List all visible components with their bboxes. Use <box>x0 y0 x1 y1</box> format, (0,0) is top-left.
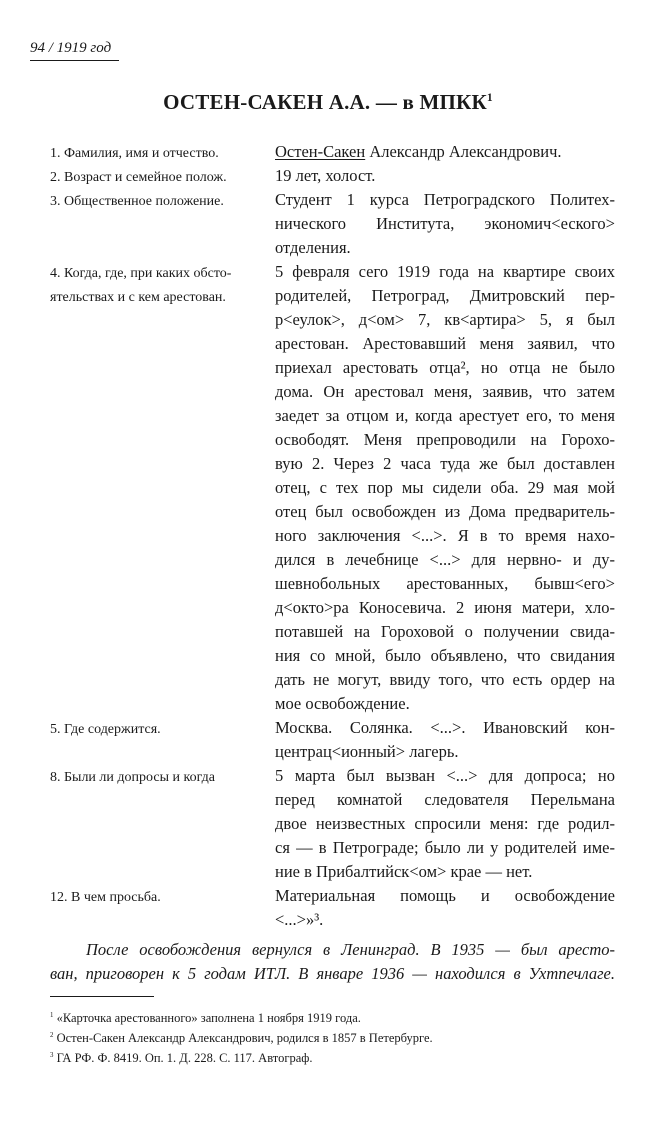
answer-line: 5 февраля сего 1919 года на квартире своих <box>275 262 615 281</box>
answer-12 <box>275 884 615 932</box>
answer-line: отец, с тех пор мы сидели оба. 29 мая мой <box>275 478 615 497</box>
epilogue-line: ван, приговорен к 5 годам ИТЛ. В январе 1936 — находился в Ухтпечлаге. <box>50 964 615 983</box>
question-label-line: ятельствах и с кем арестован. <box>50 290 226 305</box>
answer-line: дома. Он арестовал меня, заявив, что затем <box>275 382 615 401</box>
answer-line: центрац<ионный> лагерь. <box>275 742 459 761</box>
footnote-text: ГА РФ. Ф. 8419. Оп. 1. Д. 228. С. 117. Автограф. <box>56 1051 313 1065</box>
answer-3 <box>275 188 615 260</box>
footnote-text: «Карточка арестованного» заполнена 1 ноября 1919 года. <box>56 1011 361 1025</box>
answer-line: ния со мной, было объявлено, что свидания <box>275 646 615 665</box>
answer-line: Москва. Солянка. <...>. Ивановский кон- <box>275 718 615 737</box>
page-title <box>0 90 656 115</box>
answer-8 <box>275 764 615 884</box>
underlined-surname: Остен-Сакен <box>275 142 366 161</box>
answer-line: отделения. <box>275 238 351 257</box>
answer-line: р<еулок>, д<ом> 7, кв<артира> 5, я был <box>275 310 615 329</box>
answer-4 <box>275 260 615 716</box>
footnote-1 <box>50 1008 610 1028</box>
answer-line: ного заключения <...>. Я в то время нахо- <box>275 526 615 545</box>
question-label-3: 3. Общественное положение. <box>50 194 224 209</box>
answer-line: 5 марта был вызван <...> для допроса; но <box>275 766 615 785</box>
answer-line: ние в Прибалтийск<ом> крае — нет. <box>275 862 533 881</box>
question-label-line: 4. Когда, где, при каких обсто- <box>50 266 232 281</box>
footnote-text: Остен-Сакен Александр Александрович, родился в 1857 в Петербурге. <box>56 1031 433 1045</box>
answer-line: дился в лечебнице <...> для нервно- и ду- <box>275 550 615 569</box>
answer-line: дать не могут, ввиду того, что есть ордер на <box>275 670 615 689</box>
question-label-5: 5. Где содержится. <box>50 722 161 737</box>
answer-line: 19 лет, холост. <box>275 166 376 185</box>
epilogue-line: После освобождения вернулся в Ленинград. В 1935 — был аресто- <box>86 940 615 959</box>
answer-line: <...>»³. <box>275 910 324 929</box>
answer-line <box>275 140 615 164</box>
answer-line: заедет за отцом и, когда арестует его, то меня <box>275 406 615 425</box>
question-label-12: 12. В чем просьба. <box>50 890 161 905</box>
answer-line: мое освобождение. <box>275 694 410 713</box>
answer-line-rest: Александр Александрович. <box>365 142 562 161</box>
answer-2 <box>275 164 615 188</box>
question-label-8: 8. Были ли допросы и когда <box>50 770 215 785</box>
running-head: 94 / 1919 год <box>30 40 119 61</box>
title-text: ОСТЕН-САКЕН А.А. — в МПКК <box>163 90 487 114</box>
answer-line: родителей, Петроград, Дмитровский пер- <box>275 286 615 305</box>
footnote-mark: 1 <box>50 1011 54 1019</box>
answer-1 <box>275 140 615 164</box>
footnote-3 <box>50 1048 610 1068</box>
footnote-rule <box>50 996 154 997</box>
answer-line: д<окто>ра Коносевича. 2 июня матери, хло- <box>275 598 615 617</box>
answer-line: потавшей на Гороховой о получении свида- <box>275 622 615 641</box>
answer-5 <box>275 716 615 764</box>
answer-line: перед комнатой следователя Перельмана <box>275 790 615 809</box>
question-label-1: 1. Фамилия, имя и отчество. <box>50 146 219 161</box>
answer-line: освободят. Меня препроводили на Горохо- <box>275 430 615 449</box>
answer-line: отец был освобожден из Дома предваритель- <box>275 502 615 521</box>
answer-line: шевнобольных арестованных, бывш<его> <box>275 574 615 593</box>
answer-line: двое неизвестных спросили меня: где родил- <box>275 814 615 833</box>
title-footnote-mark: 1 <box>486 92 493 104</box>
answer-line: вую 2. Через 2 часа туда же был доставлен <box>275 454 615 473</box>
footnote-mark: 2 <box>50 1031 54 1039</box>
footnote-mark: 3 <box>50 1051 54 1059</box>
footnote-2 <box>50 1028 610 1048</box>
answer-line: арестован. Арестовавший меня заявил, что <box>275 334 615 353</box>
epilogue <box>50 938 615 986</box>
answer-line: нического Института, экономич<еского> <box>275 214 615 233</box>
answer-line: Студент 1 курса Петроградского Политех- <box>275 190 615 209</box>
answer-line: ся — в Петрограде; было ли у родителей име- <box>275 838 615 857</box>
question-label-4 <box>50 262 266 310</box>
answer-line: приехал арестовать отца², но отца не было <box>275 358 615 377</box>
question-label-2: 2. Возраст и семейное полож. <box>50 170 227 185</box>
answer-line: Материальная помощь и освобождение <box>275 886 615 905</box>
